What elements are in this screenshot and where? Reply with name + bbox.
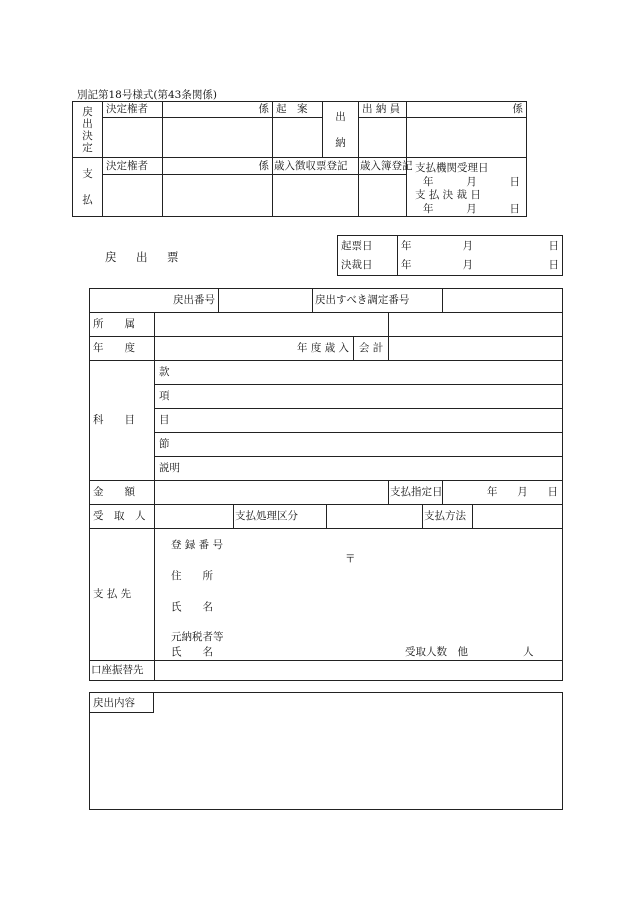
koza-furikae-field[interactable] bbox=[155, 661, 563, 681]
nendo-label: 年 度 bbox=[90, 337, 155, 361]
kettei-kensha-label: 決定権者 bbox=[103, 102, 163, 118]
kakari-label-2: 係 bbox=[407, 102, 527, 118]
jusho-label: 住 所 bbox=[171, 570, 213, 582]
uketorinin-label: 受 取 人 bbox=[90, 505, 155, 529]
modosubeki-chotei-label: 戻出すべき調定番号 bbox=[313, 289, 443, 313]
postal-mark-icon: 〒 bbox=[345, 553, 356, 565]
kamoku-label: 科 目 bbox=[90, 361, 155, 481]
uketorinin-su-label: 受取人数 他 bbox=[405, 646, 468, 658]
nin-label: 人 bbox=[523, 646, 534, 658]
shiharai-shori-label: 支払処理区分 bbox=[234, 505, 327, 529]
kian-label: 起 案 bbox=[273, 102, 323, 118]
hi-label: 日 bbox=[522, 256, 563, 276]
shutsunouin-label: 出 納 員 bbox=[359, 102, 407, 118]
shutsunou-char-2: 納 bbox=[335, 137, 346, 149]
shiharai-kessai-label: 支 払 決 裁 日 bbox=[415, 189, 481, 201]
kessaibi-label: 決裁日 bbox=[338, 256, 398, 276]
hi-label: 日 bbox=[522, 236, 563, 256]
nen-label: 年 bbox=[423, 175, 434, 188]
shimei-label-2: 氏 名 bbox=[171, 646, 213, 658]
nendo-sainyu-label: 年 度 歳 入 bbox=[155, 337, 354, 361]
shiharai-kikan-label: 支払機関受理日 bbox=[415, 162, 489, 174]
kingaku-field[interactable] bbox=[155, 481, 389, 505]
tsuki-label: 月 bbox=[460, 256, 522, 276]
nen-label: 年 bbox=[487, 486, 498, 499]
main-form-table bbox=[89, 288, 563, 681]
shiharai-shitei-label: 支払指定日 bbox=[389, 481, 443, 505]
touroku-bango-label: 登 録 番 号 bbox=[171, 539, 224, 551]
sainyu-bo-touki-cell[interactable] bbox=[359, 174, 407, 216]
kakari-cell-3[interactable] bbox=[163, 174, 273, 216]
tsuki-label: 月 bbox=[466, 202, 477, 215]
shiharai-vertical-label bbox=[73, 158, 103, 217]
uketorinin-field[interactable] bbox=[155, 505, 234, 529]
kian-cell[interactable] bbox=[273, 118, 323, 158]
shimei-label: 氏 名 bbox=[171, 601, 213, 613]
approval-table bbox=[72, 101, 527, 217]
kaikei-label: 会 計 bbox=[354, 337, 389, 361]
tsuki-label: 月 bbox=[460, 236, 522, 256]
kettei-kensha-label-2: 決定権者 bbox=[103, 158, 163, 175]
tsuki-label: 月 bbox=[466, 175, 477, 188]
modosubeki-chotei-field[interactable] bbox=[443, 289, 563, 313]
kettei-kensha-cell[interactable] bbox=[103, 118, 163, 158]
shiharaisaki-cell[interactable] bbox=[155, 529, 563, 661]
kaikei-field[interactable] bbox=[389, 337, 563, 361]
shiharai-char-1: 支 bbox=[82, 168, 93, 180]
kettei-kensha-cell-2[interactable] bbox=[103, 174, 163, 216]
nen-label: 年 bbox=[398, 256, 460, 276]
setsumei-label: 説明 bbox=[155, 457, 563, 481]
tsuki-label: 月 bbox=[517, 486, 528, 499]
kan-label: 款 bbox=[155, 361, 563, 385]
juri-date-row bbox=[415, 176, 522, 190]
shutsunou-char-1: 出 bbox=[335, 111, 346, 123]
date-box bbox=[337, 235, 563, 276]
hi-label: 日 bbox=[547, 486, 559, 499]
saisyu-choheiki-cell[interactable] bbox=[273, 174, 359, 216]
koza-furikae-label: 口座振替先 bbox=[90, 661, 155, 681]
shozoku-field-2[interactable] bbox=[389, 313, 563, 337]
kakari-label-3: 係 bbox=[163, 158, 273, 175]
saisyu-choheiki-label: 歳入徴収票登記 bbox=[273, 158, 359, 175]
shutsunouin-cell[interactable] bbox=[359, 118, 407, 158]
modoshi-naiyou-box[interactable] bbox=[89, 692, 563, 810]
hi-label: 日 bbox=[509, 175, 520, 188]
modoshide-kettei-label: 戻出決定 bbox=[73, 102, 103, 158]
moku-label: 目 bbox=[155, 409, 563, 433]
kakari-label: 係 bbox=[163, 102, 273, 118]
shiharai-shori-field[interactable] bbox=[327, 505, 423, 529]
shiharai-char-2: 払 bbox=[82, 194, 93, 206]
shiharai-hoho-field[interactable] bbox=[473, 505, 563, 529]
shiharai-hoho-label: 支払方法 bbox=[423, 505, 473, 529]
nen-label: 年 bbox=[423, 202, 434, 215]
kakari-cell[interactable] bbox=[163, 118, 273, 158]
hi-label: 日 bbox=[509, 202, 520, 215]
shutsunou-vertical-label bbox=[323, 102, 359, 158]
page-title: 戻 出 票 bbox=[105, 250, 183, 264]
moto-nouzeisha-label: 元納税者等 bbox=[171, 631, 224, 643]
kou-label: 項 bbox=[155, 385, 563, 409]
modoshi-bango-label: 戻出番号 bbox=[90, 289, 219, 313]
kihyobi-label: 起票日 bbox=[338, 236, 398, 256]
shiharai-dates-cell bbox=[407, 158, 527, 217]
nen-label: 年 bbox=[398, 236, 460, 256]
shiharaisaki-label: 支 払 先 bbox=[90, 529, 155, 661]
sainyu-bo-touki-label: 歳入簿登記 bbox=[359, 158, 407, 175]
setsu-label: 節 bbox=[155, 433, 563, 457]
shozoku-field[interactable] bbox=[155, 313, 389, 337]
modoshi-naiyou-label: 戻出内容 bbox=[90, 693, 154, 713]
modoshi-bango-field[interactable] bbox=[219, 289, 313, 313]
shitei-date-row bbox=[447, 486, 558, 498]
shiharai-shitei-date[interactable] bbox=[443, 481, 563, 505]
kingaku-label: 金 額 bbox=[90, 481, 155, 505]
shozoku-label: 所 属 bbox=[90, 313, 155, 337]
form-number-title: 別記第18号様式(第43条関係) bbox=[77, 89, 217, 101]
kessai-date-row bbox=[415, 203, 522, 217]
kakari-cell-2[interactable] bbox=[407, 118, 527, 158]
